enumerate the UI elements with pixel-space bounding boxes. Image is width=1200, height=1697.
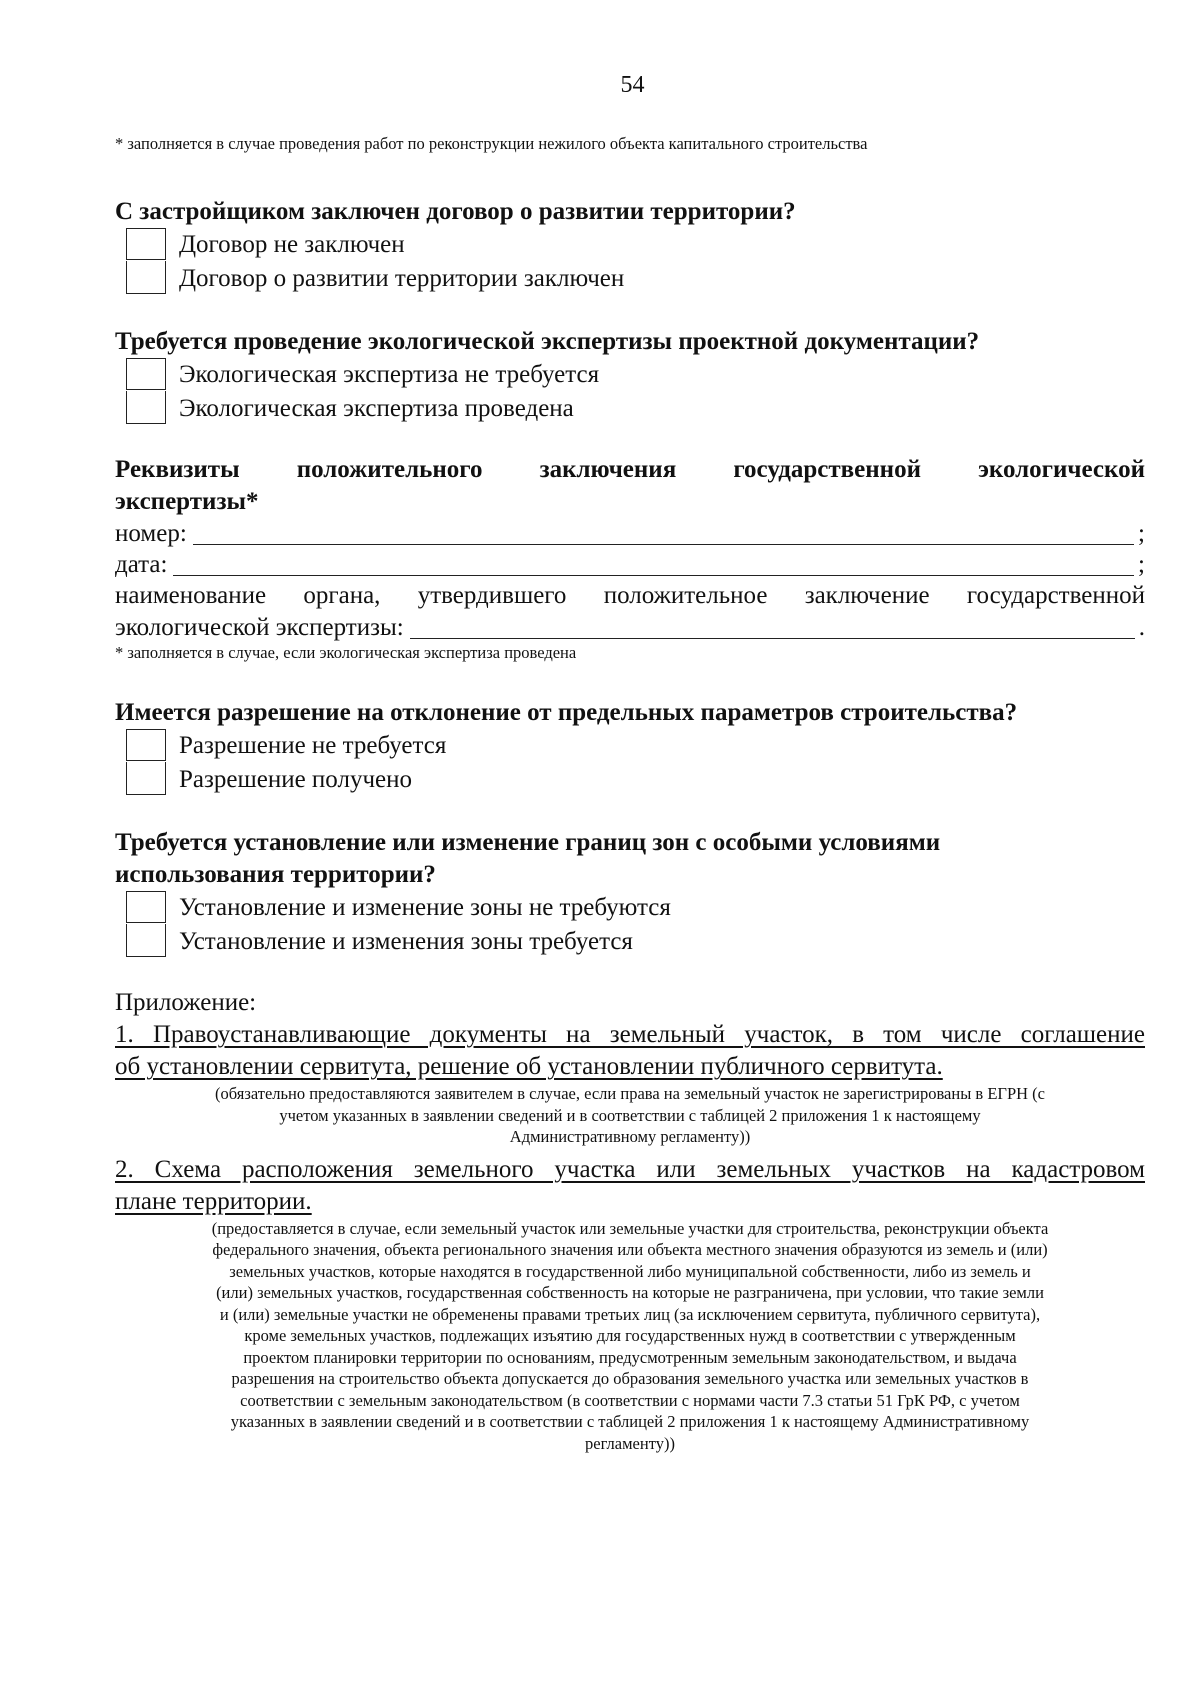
note-line: проектом планировки территории по основаниям, предусмотренным земельным законодательством, и выдача [243, 1347, 1017, 1367]
question-title-line2: использования территории? [115, 861, 436, 888]
note-line: Административному регламенту)) [509, 1127, 751, 1146]
note-line: соответствии с земельным законодательством (в соответствии с нормами части 7.3 статьи 51 ГрК РФ, с учетом [240, 1390, 1020, 1410]
note-line: (обязательно предоставляются заявителем в случае, если права на земельный участок не зарегистрированы в ЕГРН (с [215, 1084, 1045, 1103]
option-row [126, 358, 1145, 392]
section-title-line1: Реквизиты положительного заключения государственной экологической [115, 456, 1145, 483]
question-deviation-permit [115, 697, 1145, 797]
top-footnote: * заполняется в случае проведения работ по реконструкции нежилого объекта капитального строительства [115, 134, 868, 153]
period: . [1138, 614, 1145, 641]
option-label: Разрешение получено [179, 766, 412, 793]
organ-input[interactable] [410, 614, 1135, 639]
note-line: кроме земельных участков, подлежащих изъятию для государственных нужд в соответствии с утвержденным [244, 1326, 1016, 1345]
question-title: С застройщиком заключен договор о развитии территории? [115, 198, 796, 225]
option-row [126, 763, 1145, 797]
attachment-item-2-line1: 2. Схема расположения земельного участка или земельных участков на кадастровом [115, 1155, 1145, 1183]
note-line: (предоставляется в случае, если земельный участок или земельные участки для строительства, реконструкции объекта [211, 1218, 1049, 1238]
note-line: разрешения на строительство объекта допускается до образования земельного участка или земельных участков в [231, 1369, 1029, 1388]
checkbox-agreement-not-concluded[interactable] [126, 228, 166, 260]
option-label: Экологическая экспертиза проведена [179, 395, 574, 422]
attachment-item-2-line2: плане территории. [115, 1187, 312, 1215]
note-line: учетом указанных в заявлении сведений и в соответствии с таблицей 2 приложения 1 к настоящему [279, 1105, 981, 1125]
number-input[interactable] [193, 520, 1134, 545]
note-line: федерального значения, объекта регионального значения или объекта местного значения образуются из земель и (или) [212, 1240, 1048, 1259]
option-row [126, 228, 1145, 262]
option-row [126, 729, 1145, 763]
attachments-section [115, 987, 1145, 1454]
question-ecological-expertise [115, 326, 1145, 426]
option-label: Установление и изменения зоны требуется [179, 928, 633, 955]
semicolon: ; [1138, 551, 1145, 578]
date-field-row [115, 549, 1145, 580]
checkbox-agreement-concluded[interactable] [126, 261, 166, 294]
attachments-heading: Приложение: [115, 989, 257, 1016]
expertise-details-section [115, 454, 1145, 663]
attachment-item-1-note [115, 1083, 1145, 1148]
option-row [126, 891, 1145, 925]
option-row [126, 262, 1145, 296]
attachment-item-2-note [115, 1218, 1145, 1455]
question-title-line1: Требуется установление или изменение границ зон с особыми условиями [115, 829, 941, 856]
question-title: Требуется проведение экологической экспертизы проектной документации? [115, 328, 980, 355]
question-development-agreement [115, 196, 1145, 296]
note-line: и (или) земельные участки не обременены правами третьих лиц (за исключением сервитута, публичного сервитута), [219, 1304, 1041, 1324]
date-input[interactable] [173, 551, 1134, 576]
checkbox-expertise-done[interactable] [126, 391, 166, 424]
option-label: Установление и изменение зоны не требуются [179, 894, 671, 921]
organ-label-line1: наименование органа, утвердившего положительное заключение государственной [115, 582, 1145, 609]
form-content [115, 134, 1145, 1454]
attachment-item-1-line2: об установлении сервитута, решение об установлении публичного сервитута. [115, 1053, 943, 1080]
checkbox-permit-received[interactable] [126, 762, 166, 795]
option-row [126, 392, 1145, 426]
expertise-footnote: * заполняется в случае, если экологическая экспертиза проведена [115, 643, 577, 662]
page-number: 54 [620, 72, 645, 98]
attachment-item-1-line1: 1. Правоустанавливающие документы на земельный участок, в том числе соглашение [115, 1021, 1145, 1048]
option-label: Экологическая экспертиза не требуется [179, 361, 600, 388]
organ-label-line2: экологической экспертизы: [115, 614, 404, 641]
note-line: регламенту)) [585, 1433, 675, 1453]
number-field-row [115, 518, 1145, 549]
note-line: указанных в заявлении сведений и в соответствии с таблицей 2 приложения 1 к настоящему Административному [230, 1412, 1030, 1431]
checkbox-expertise-not-required[interactable] [126, 358, 166, 390]
organ-field-row [115, 612, 1145, 643]
note-line: (или) земельных участков, государственная собственность на которые не разграничена, при условии, что такие земли [216, 1283, 1044, 1302]
section-title-line2: экспертизы* [115, 488, 259, 515]
checkbox-permit-not-required[interactable] [126, 729, 166, 761]
option-row [126, 925, 1145, 959]
date-label: дата: [115, 551, 168, 578]
question-special-zones [115, 827, 1145, 959]
question-title: Имеется разрешение на отклонение от предельных параметров строительства? [115, 699, 1018, 726]
option-label: Разрешение не требуется [179, 732, 447, 759]
option-label: Договор не заключен [179, 231, 405, 258]
checkbox-zones-required[interactable] [126, 924, 166, 957]
number-label: номер: [115, 520, 187, 547]
option-label: Договор о развитии территории заключен [179, 265, 625, 292]
note-line: земельных участков, которые находятся в государственной либо муниципальной собственности, либо из земель и [229, 1261, 1031, 1281]
checkbox-zones-not-required[interactable] [126, 891, 166, 923]
semicolon: ; [1138, 520, 1145, 547]
